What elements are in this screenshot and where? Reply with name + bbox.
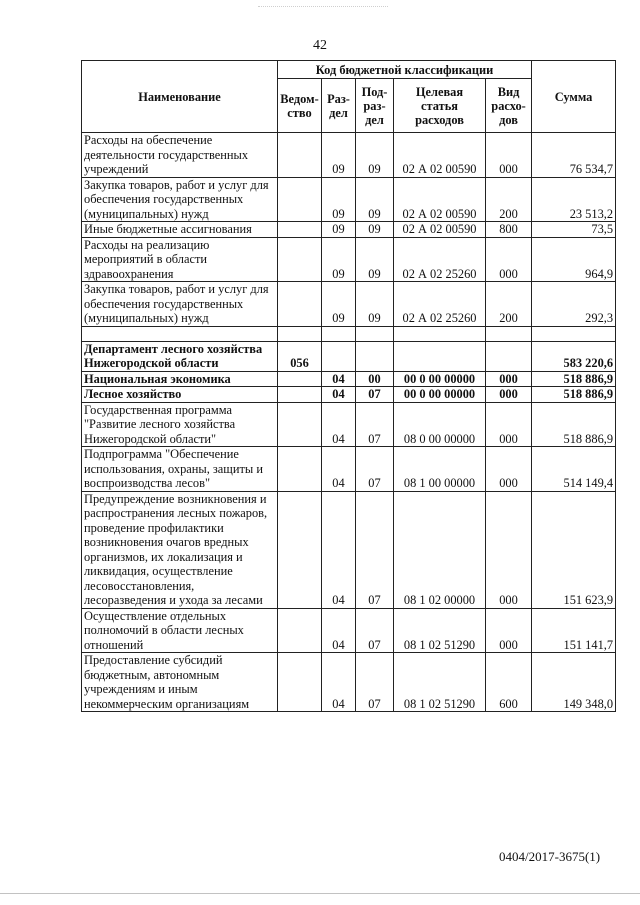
row-section-cell: 09	[322, 237, 356, 282]
budget-table	[81, 60, 616, 712]
row-department-cell	[278, 282, 322, 327]
row-subsection-cell: 00	[356, 371, 394, 387]
row-target-cell	[394, 341, 486, 371]
row-amount-cell: 518 886,9	[532, 371, 616, 387]
table-row	[82, 326, 616, 341]
table-row	[82, 282, 616, 327]
header-amount: Сумма	[532, 61, 616, 133]
row-expense-type-cell: 200	[486, 282, 532, 327]
row-name-cell: Предупреждение возникновения и распространения лесных пожаров, проведение профилактики возникновения очагов вредных организмов, их локализация и ликвидация, осуществление лесовосстановления, лесоразведения и ухода за лесами	[82, 491, 278, 608]
table-row	[82, 608, 616, 653]
table-row	[82, 133, 616, 178]
row-name-cell: Лесное хозяйство	[82, 387, 278, 403]
row-amount-cell: 23 513,2	[532, 177, 616, 222]
row-amount-cell: 518 886,9	[532, 402, 616, 447]
row-department-cell	[278, 491, 322, 608]
row-expense-type-cell: 000	[486, 402, 532, 447]
row-section-cell: 04	[322, 387, 356, 403]
row-section-cell: 04	[322, 371, 356, 387]
row-expense-type-cell: 600	[486, 653, 532, 712]
table-row	[82, 237, 616, 282]
row-amount-cell: 149 348,0	[532, 653, 616, 712]
row-expense-type-cell: 000	[486, 491, 532, 608]
empty-cell	[394, 326, 486, 341]
row-subsection-cell	[356, 341, 394, 371]
row-subsection-cell: 07	[356, 608, 394, 653]
row-subsection-cell: 09	[356, 222, 394, 238]
row-department-cell	[278, 608, 322, 653]
bottom-rule	[0, 893, 640, 894]
empty-cell	[532, 326, 616, 341]
row-department-cell	[278, 177, 322, 222]
row-section-cell: 09	[322, 133, 356, 178]
row-target-cell: 02 А 02 00590	[394, 133, 486, 178]
row-amount-cell: 73,5	[532, 222, 616, 238]
table-row	[82, 653, 616, 712]
table-row	[82, 447, 616, 492]
row-amount-cell: 514 149,4	[532, 447, 616, 492]
header-target: Целевая статья расходов	[394, 79, 486, 133]
row-target-cell: 08 1 02 00000	[394, 491, 486, 608]
row-section-cell: 04	[322, 653, 356, 712]
row-expense-type-cell: 000	[486, 447, 532, 492]
row-name-cell: Национальная экономика	[82, 371, 278, 387]
row-expense-type-cell: 000	[486, 133, 532, 178]
row-expense-type-cell: 800	[486, 222, 532, 238]
row-expense-type-cell	[486, 341, 532, 371]
row-subsection-cell: 07	[356, 447, 394, 492]
row-department-cell	[278, 447, 322, 492]
row-name-cell: Предоставление субсидий бюджетным, автономным учреждениям и иным некоммерческим организациям	[82, 653, 278, 712]
empty-cell	[356, 326, 394, 341]
row-subsection-cell: 09	[356, 282, 394, 327]
row-amount-cell: 292,3	[532, 282, 616, 327]
row-expense-type-cell: 000	[486, 371, 532, 387]
row-name-cell: Расходы на обеспечение деятельности государственных учреждений	[82, 133, 278, 178]
empty-cell	[322, 326, 356, 341]
empty-cell	[278, 326, 322, 341]
row-department-cell	[278, 402, 322, 447]
table-row	[82, 177, 616, 222]
table-row	[82, 402, 616, 447]
row-amount-cell: 964,9	[532, 237, 616, 282]
row-name-cell: Подпрограмма "Обеспечение использования, охраны, защиты и воспроизводства лесов"	[82, 447, 278, 492]
scan-artifact	[258, 6, 388, 15]
row-department-cell	[278, 133, 322, 178]
table-row	[82, 222, 616, 238]
row-amount-cell: 583 220,6	[532, 341, 616, 371]
row-section-cell: 09	[322, 222, 356, 238]
row-name-cell: Государственная программа "Развитие лесного хозяйства Нижегородской области"	[82, 402, 278, 447]
header-section: Раз-дел	[322, 79, 356, 133]
row-name-cell: Закупка товаров, работ и услуг для обеспечения государственных (муниципальных) нужд	[82, 177, 278, 222]
row-subsection-cell: 07	[356, 402, 394, 447]
row-subsection-cell: 09	[356, 237, 394, 282]
row-section-cell: 09	[322, 282, 356, 327]
table-header	[82, 61, 616, 133]
row-expense-type-cell: 000	[486, 237, 532, 282]
header-department: Ведом-ство	[278, 79, 322, 133]
row-amount-cell: 518 886,9	[532, 387, 616, 403]
table-row	[82, 387, 616, 403]
header-subsection: Под-раз-дел	[356, 79, 394, 133]
row-amount-cell: 151 623,9	[532, 491, 616, 608]
table-row	[82, 371, 616, 387]
header-expense-type: Вид расхо-дов	[486, 79, 532, 133]
row-target-cell: 08 1 02 51290	[394, 608, 486, 653]
row-department-cell: 056	[278, 341, 322, 371]
row-target-cell: 02 А 02 00590	[394, 222, 486, 238]
row-department-cell	[278, 222, 322, 238]
row-department-cell	[278, 237, 322, 282]
table-body	[82, 133, 616, 712]
row-target-cell: 00 0 00 00000	[394, 371, 486, 387]
row-name-cell: Иные бюджетные ассигнования	[82, 222, 278, 238]
row-target-cell: 08 1 00 00000	[394, 447, 486, 492]
row-subsection-cell: 07	[356, 491, 394, 608]
row-target-cell: 02 А 02 25260	[394, 282, 486, 327]
row-department-cell	[278, 387, 322, 403]
row-name-cell: Закупка товаров, работ и услуг для обеспечения государственных (муниципальных) нужд	[82, 282, 278, 327]
header-code-group: Код бюджетной классификации	[278, 61, 532, 79]
table-row	[82, 341, 616, 371]
row-section-cell: 04	[322, 491, 356, 608]
row-target-cell: 02 А 02 00590	[394, 177, 486, 222]
empty-cell	[486, 326, 532, 341]
row-section-cell: 04	[322, 608, 356, 653]
row-subsection-cell: 09	[356, 177, 394, 222]
row-expense-type-cell: 000	[486, 387, 532, 403]
row-department-cell	[278, 653, 322, 712]
row-section-cell: 04	[322, 447, 356, 492]
row-amount-cell: 76 534,7	[532, 133, 616, 178]
row-name-cell: Осуществление отдельных полномочий в области лесных отношений	[82, 608, 278, 653]
header-name: Наименование	[82, 61, 278, 133]
document-code: 0404/2017-3675(1)	[499, 849, 601, 864]
row-target-cell: 02 А 02 25260	[394, 237, 486, 282]
row-name-cell: Расходы на реализацию мероприятий в области здравоохранения	[82, 237, 278, 282]
row-amount-cell: 151 141,7	[532, 608, 616, 653]
row-target-cell: 08 1 02 51290	[394, 653, 486, 712]
row-subsection-cell: 09	[356, 133, 394, 178]
page-number: 42	[313, 38, 327, 53]
row-department-cell	[278, 371, 322, 387]
row-section-cell: 04	[322, 402, 356, 447]
row-name-cell: Департамент лесного хозяйства Нижегородской области	[82, 341, 278, 371]
row-expense-type-cell: 200	[486, 177, 532, 222]
row-subsection-cell: 07	[356, 653, 394, 712]
row-target-cell: 00 0 00 00000	[394, 387, 486, 403]
table-row	[82, 491, 616, 608]
row-section-cell: 09	[322, 177, 356, 222]
empty-cell	[82, 326, 278, 341]
row-subsection-cell: 07	[356, 387, 394, 403]
row-target-cell: 08 0 00 00000	[394, 402, 486, 447]
row-section-cell	[322, 341, 356, 371]
row-expense-type-cell: 000	[486, 608, 532, 653]
